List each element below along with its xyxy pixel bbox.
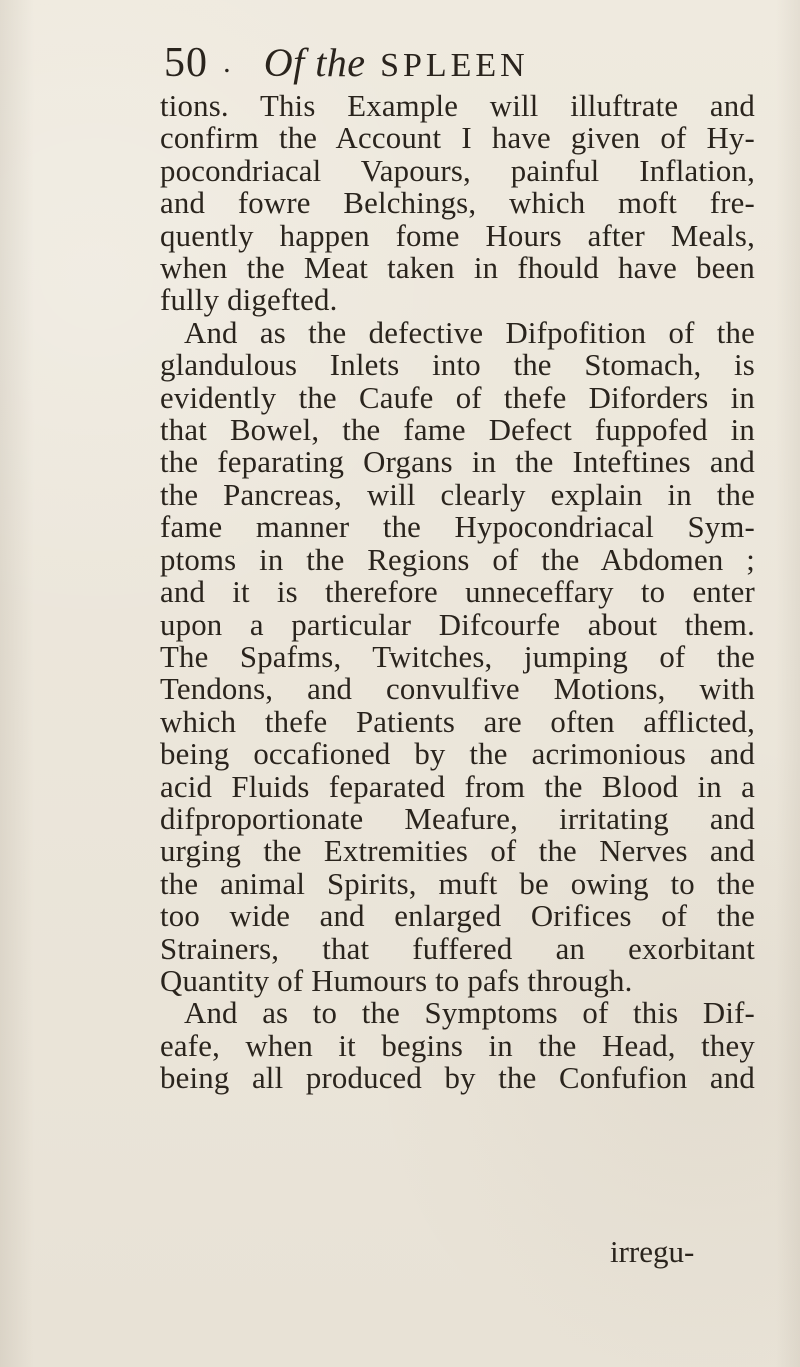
text-line: quently happen fome Hours after Meals, — [160, 218, 755, 253]
text-line: being all produced by the Confufion and — [160, 1061, 755, 1096]
text-line: urging the Extremities of the Nerves and — [160, 834, 755, 869]
text-line: acid Fluids feparated from the Blood in a — [160, 769, 755, 804]
text-line: ptoms in the Regions of the Abdomen ; — [160, 542, 755, 577]
running-title-smallcaps: SPLEEN — [380, 47, 529, 84]
text-line: the feparating Organs in the Inteftines and — [160, 445, 755, 480]
text-line: the Pancreas, will clearly explain in the — [160, 477, 755, 512]
text-line: Strainers, that fuffered an exorbitant — [160, 931, 755, 966]
catchword: irregu- — [610, 1234, 695, 1269]
text-line: tions. This Example will illuftrate and — [160, 89, 755, 123]
text-line: Quantity of Humours to pafs through. — [160, 963, 633, 998]
text-line: fame manner the Hypocondriacal Sym- — [160, 510, 755, 545]
text-line: difproportionate Meafure, irritating and — [160, 801, 755, 836]
text-line: And as to the Symptoms of this Dif- — [184, 996, 755, 1031]
text-line: and it is therefore unneceffary to enter — [160, 575, 755, 610]
text-line: too wide and enlarged Orifices of the — [160, 899, 755, 934]
running-title — [264, 40, 529, 85]
text-line: eafe, when it begins in the Head, they — [160, 1028, 755, 1063]
text-line: when the Meat taken in fhould have been — [160, 251, 755, 286]
text-line: And as the defective Difpofition of the — [184, 315, 755, 350]
text-line: being occafioned by the acrimonious and — [160, 737, 755, 772]
text-line: The Spafms, Twitches, jumping of the — [160, 639, 755, 674]
text-line: pocondriacal Vapours, painful Inflation, — [160, 153, 755, 188]
text-line: and fowre Belchings, which moft fre- — [160, 186, 755, 221]
text-line: upon a particular Difcourfe about them. — [160, 607, 755, 642]
header-separator: . — [223, 46, 231, 79]
text-line: which thefe Patients are often afflicted, — [160, 704, 755, 739]
text-line: fully digefted. — [160, 283, 338, 318]
text-line: glandulous Inlets into the Stomach, is — [160, 348, 755, 383]
text-line: evidently the Caufe of thefe Diforders in — [160, 380, 755, 415]
text-line: confirm the Account I have given of Hy- — [160, 121, 755, 156]
text-line: Tendons, and convulfive Motions, with — [160, 672, 755, 707]
body-text — [160, 90, 755, 1250]
text-line: the animal Spirits, muft be owing to the — [160, 866, 755, 901]
text-line: that Bowel, the fame Defect fuppofed in — [160, 413, 755, 448]
running-title-italic: Of the — [263, 40, 366, 85]
page-number: 50 — [164, 40, 208, 86]
running-header — [164, 42, 724, 94]
